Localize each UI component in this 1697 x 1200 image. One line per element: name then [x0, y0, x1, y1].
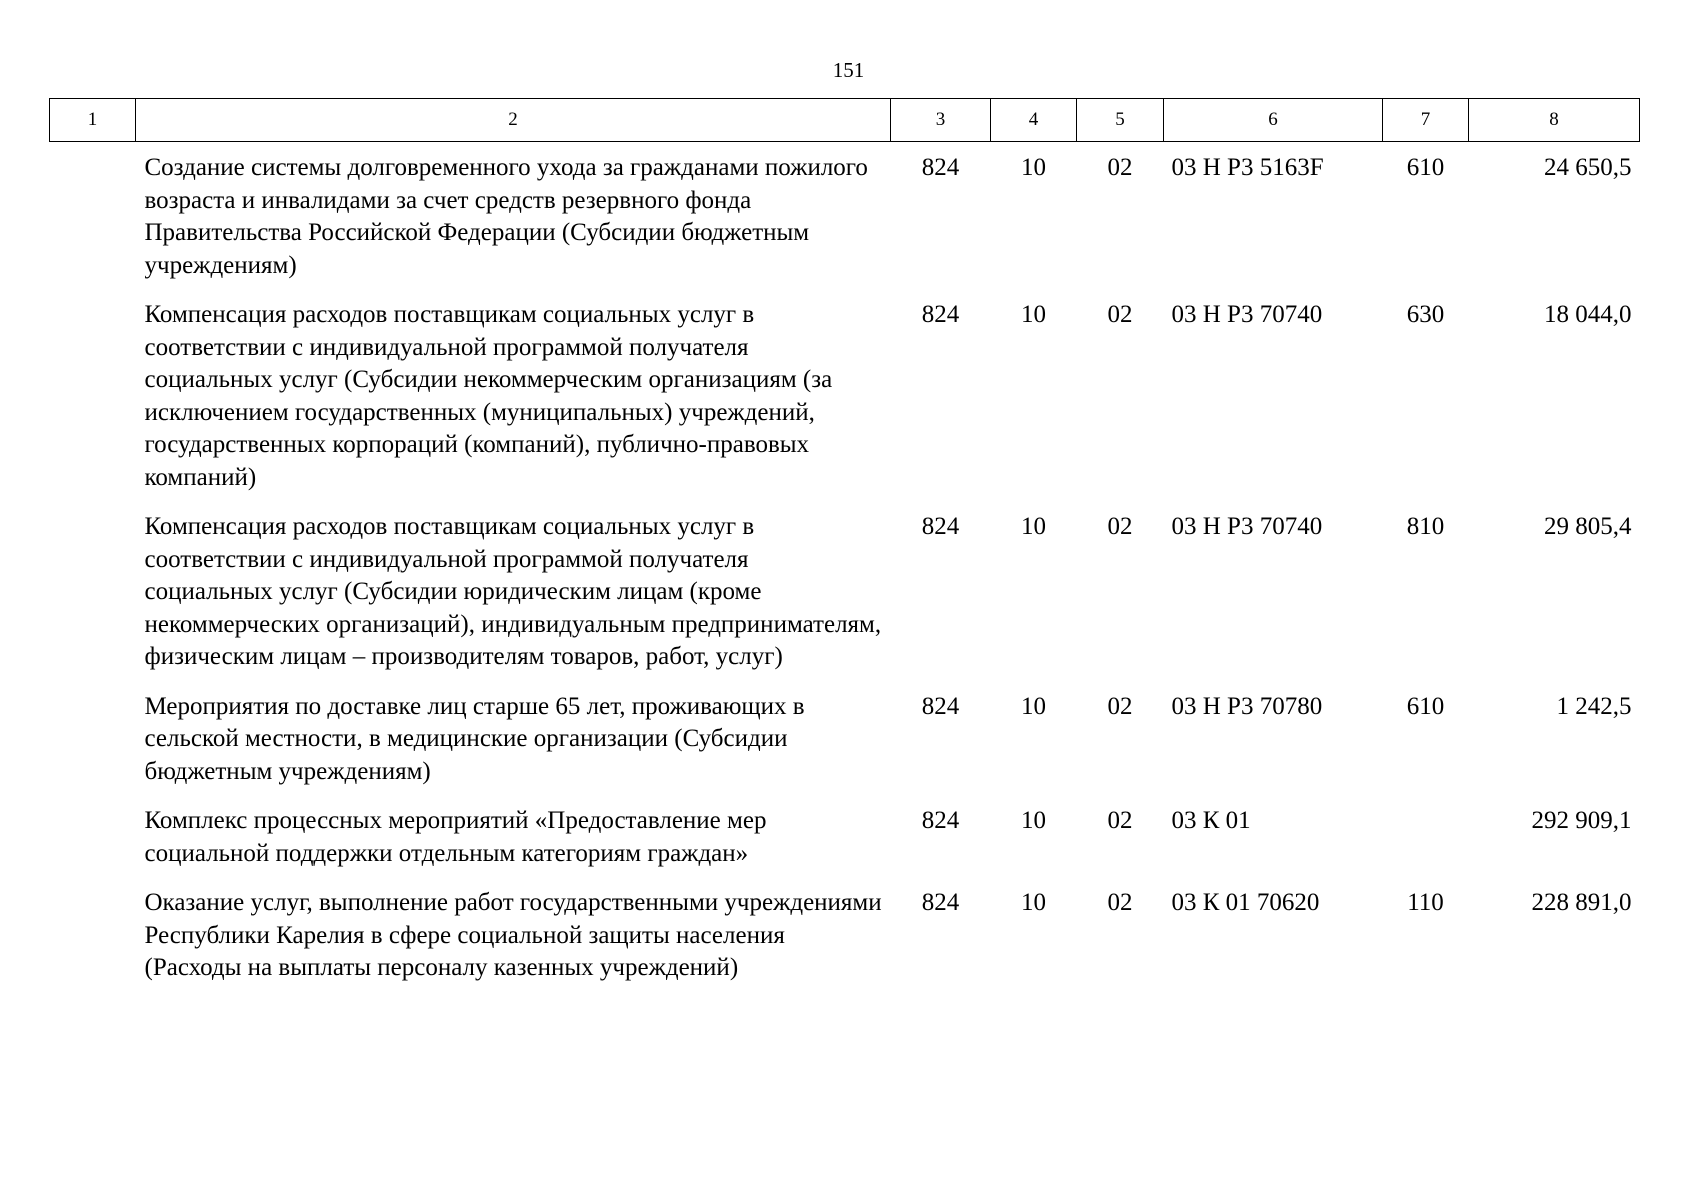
target-article-cell: 03 Н Р3 70740	[1171, 513, 1323, 540]
row-number-cell	[50, 142, 136, 290]
ministry-code-cell: 824	[921, 692, 960, 720]
header-col-6: 6	[1164, 99, 1383, 142]
section-code-cell: 10	[1021, 301, 1046, 328]
row-number-cell	[50, 795, 136, 877]
section-code-cell: 10	[1021, 807, 1046, 834]
description-cell: Компенсация расходов поставщикам социальных услуг в соответствии с индивидуальной программой получателя социальных услуг (Субсидии некоммерческим организациям (за исключением государственных (муниципальных) учреждений, государственных корпораций (компаний), публично-правовых компаний)	[144, 301, 833, 491]
ministry-code-cell: 824	[921, 513, 960, 540]
row-number-cell	[50, 289, 136, 501]
amount-cell: 18 044,0	[1544, 301, 1632, 328]
table-row	[50, 289, 1640, 501]
description-cell: Мероприятия по доставке лиц старше 65 лет, проживающих в сельской местности, в медицинские организации (Субсидии бюджетным учреждениям)	[144, 692, 805, 785]
budget-table	[49, 98, 1640, 992]
expense-type-cell: 610	[1406, 154, 1445, 181]
description-cell: Комплекс процессных мероприятий «Предоставление мер социальной поддержки отдельным категориям граждан»	[144, 807, 767, 867]
header-col-1: 1	[50, 99, 136, 142]
expense-type-cell: 630	[1406, 301, 1445, 328]
amount-cell: 292 909,1	[1531, 807, 1632, 834]
header-col-8: 8	[1469, 99, 1640, 142]
header-col-2: 2	[136, 99, 891, 142]
ministry-code-cell: 824	[921, 807, 960, 834]
expense-type-cell	[1383, 795, 1469, 877]
target-article-cell: 03 Н Р3 70780	[1171, 692, 1323, 720]
table-body	[50, 142, 1640, 992]
table-row	[50, 877, 1640, 992]
subsection-code-cell: 02	[1107, 692, 1133, 720]
section-code-cell: 10	[1021, 513, 1046, 540]
ministry-code-cell: 824	[921, 301, 960, 328]
amount-cell: 24 650,5	[1544, 154, 1632, 181]
amount-cell: 228 891,0	[1531, 889, 1632, 916]
row-number-cell	[50, 681, 136, 796]
description-cell: Компенсация расходов поставщикам социальных услуг в соответствии с индивидуальной программой получателя социальных услуг (Субсидии юридическим лицам (кроме некоммерческих организаций), индивидуальным предпринимателям, физическим лицам – производителям товаров, работ, услуг)	[144, 513, 882, 670]
target-article-cell: 03 К 01	[1171, 807, 1251, 834]
ministry-code-cell: 824	[921, 889, 960, 916]
header-row	[50, 99, 1640, 142]
table-row	[50, 501, 1640, 681]
section-code-cell: 10	[1021, 889, 1046, 916]
header-col-3: 3	[891, 99, 991, 142]
header-col-5: 5	[1077, 99, 1164, 142]
section-code-cell: 10	[1021, 154, 1046, 181]
subsection-code-cell: 02	[1107, 889, 1133, 916]
target-article-cell: 03 Н Р3 5163F	[1171, 154, 1324, 181]
row-number-cell	[50, 501, 136, 681]
ministry-code-cell: 824	[921, 154, 960, 181]
page-number: 151	[832, 58, 865, 82]
subsection-code-cell: 02	[1107, 513, 1133, 540]
table-row	[50, 795, 1640, 877]
target-article-cell: 03 Н Р3 70740	[1171, 301, 1323, 328]
table-header	[50, 99, 1640, 142]
expense-type-cell: 110	[1407, 889, 1444, 916]
header-col-7: 7	[1383, 99, 1469, 142]
description-cell: Оказание услуг, выполнение работ государственными учреждениями Республики Карелия в сфере социальной защиты населения (Расходы на выплаты персоналу казенных учреждений)	[144, 889, 882, 981]
row-number-cell	[50, 877, 136, 992]
amount-cell: 1 242,5	[1556, 692, 1632, 720]
description-cell: Создание системы долговременного ухода за гражданами пожилого возраста и инвалидами за счет средств резервного фонда Правительства Российской Федерации (Субсидии бюджетным учреждениям)	[144, 154, 868, 279]
subsection-code-cell: 02	[1107, 154, 1133, 181]
table-row	[50, 142, 1640, 290]
table-row	[50, 681, 1640, 796]
header-col-4: 4	[991, 99, 1077, 142]
target-article-cell: 03 К 01 70620	[1171, 889, 1320, 916]
expense-type-cell: 610	[1406, 692, 1445, 720]
amount-cell: 29 805,4	[1544, 513, 1632, 540]
subsection-code-cell: 02	[1107, 807, 1133, 834]
section-code-cell: 10	[1021, 692, 1046, 720]
subsection-code-cell: 02	[1107, 301, 1133, 328]
expense-type-cell: 810	[1406, 513, 1445, 540]
